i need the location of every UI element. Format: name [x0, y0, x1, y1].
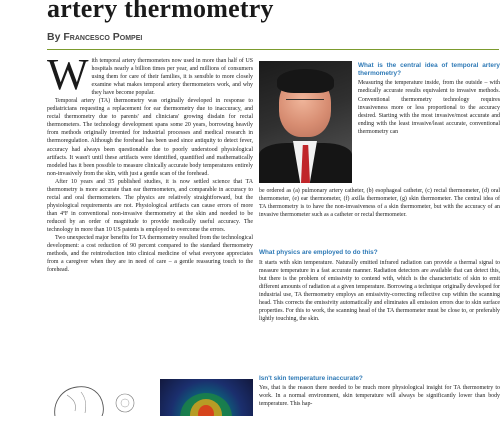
thermal-image [160, 379, 253, 416]
main-column [47, 50, 253, 274]
head-illustration [47, 383, 151, 416]
author-photo [259, 61, 352, 183]
drop-cap: W [47, 50, 89, 99]
title-rule [47, 49, 499, 50]
paragraph-2: Temporal artery (TA) thermometry was originally developed in response to pediatricians requesting a replacement for ear thermometry due to inaccuracy, and rectal thermometry due to parents' and clinicians' growing disdain for rectal thermometers. The technology development spans some 20 years, borrowing heavily from methods originally invented for industrial processes and medical research in thermoregulation. Although the forehead has been used since antiquity to detect fever, accuracy had always been questionable due to poorly understood physiological artifacts. It wasn't until these artifacts were identified, quantified and mathematically modeled has it been possible to measure clinically accurate body temperatures entirely non-invasively from the skin, with just a gentle scan of the forehead. [47, 98, 253, 177]
paragraph-1-text: ith temporal artery thermometers now used in more than half of US hospitals nearly a billion times per year, and millions of consumers using them for care of their families, it is sensible to more closely examine what makes temporal artery thermometers work, and why they have become popular. [91, 58, 253, 97]
sidebar-answer-3: Yes, that is the reason there needed to be much more physiological insight for TA thermometry to work. In a normal environment, skin temperature will always be significantly lower than body temperature. This hap- [259, 385, 500, 408]
author-name: Francesco Pompei [63, 31, 143, 43]
paragraph-4: Two unexpected major benefits for TA thermometry resulted from the technological development: a cost reduction of 90 percent compared to the standard thermometry methods, and the reintroduction into clinical medicine of what everyone appreciates from a caregiver when they are in need of care – a gentle reassuring touch to the forehead. [47, 235, 253, 274]
sidebar-question-1: What is the central idea of temporal artery thermometry? [358, 62, 500, 78]
sidebar-answer-2: It starts with skin temperature. Naturally emitted infrared radiation can provide a thermal signal to measure temperature in a fast accurate manner. Radiation detectors are available that can detect this, but there is the problem of emissivity to contend with, which is the characteristic of skin to emit different amounts of radiation at a given temperature. Borrowing a technique originally developed for industrial use, TA thermometry employs an emissivity-correcting reflective cup within the scanning head. This corrects the emissivity automatically and eliminates all emission errors due to skin surface properties. For this to work, the scanning head of the TA thermometer must be close to, or preferably lightly touching, the skin. [259, 260, 500, 323]
sidebar-answer-1-top: Measuring the temperature inside, from the outside – with medically accurate results equivalent to invasive methods. Conventional thermometry technology requires invasiveness more or less proportional to the accuracy desired. Starting with the most invasive/most accurate and ending with the least invasive/least accurate, conventional thermometry can [358, 80, 500, 135]
byline-prefix: By [47, 31, 61, 43]
article-title: artery thermometry [47, 0, 274, 23]
sidebar-qa-1 [358, 62, 500, 136]
sidebar-question-2: What physics are employed to do this? [259, 249, 378, 256]
sidebar-answer-1-continued: be ordered as (a) pulmonary artery catheter, (b) esophageal catheter, (c) rectal thermometer, (d) oral thermometer, (e) ear thermometer, (f) axilla thermometer, (g) skin thermometer. The central idea of TA thermometry is to have the non-invasiveness of a skin thermometer, but with the accuracy of an invasive thermometer such as a catheter or rectal thermometer. [259, 188, 500, 219]
byline [47, 31, 142, 43]
sidebar-question-3: Isn't skin temperature inaccurate? [259, 375, 363, 382]
paragraph-3: After 10 years and 35 published studies, it is now settled science that TA thermometry is more accurate than ear thermometers, and comparable in accuracy to rectal and oral thermometers. The physics are relatively straightforward, but the physiological requirements are not. Physiological artifacts can cause errors of more than 4ºF in conventional non-invasive thermometry at the skin and needed to be reduced by an order of magnitude to provide medically useful accuracy. The technology in more than 10 US patents is employed to overcome the errors. [47, 178, 253, 233]
paragraph-1 [47, 50, 253, 99]
